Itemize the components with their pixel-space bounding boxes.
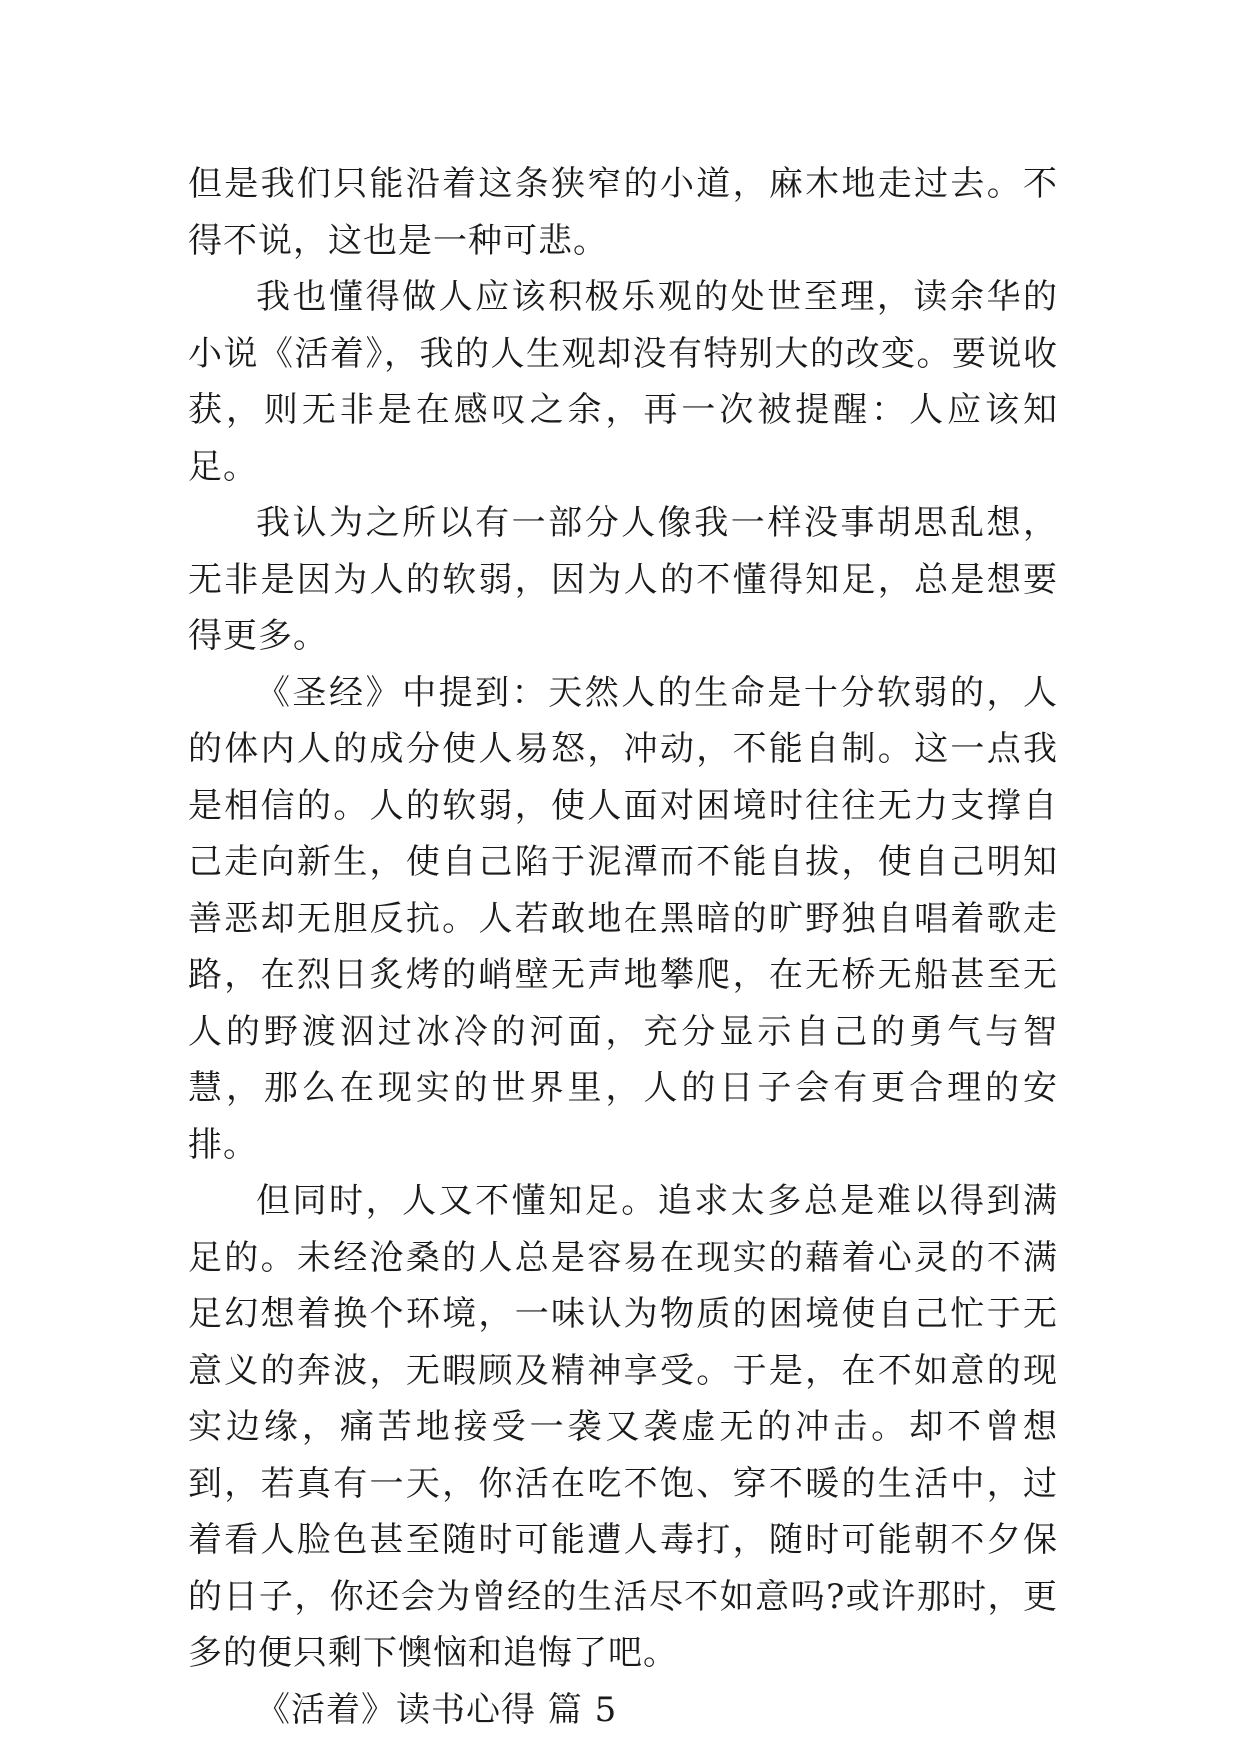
section-heading: 《活着》读书心得 篇 5 — [256, 1689, 618, 1730]
paragraph-5: 但同时，人又不懂知足。追求太多总是难以得到满足的。未经沧桑的人总是容易在现实的藉着心灵的不满足幻想着换个环境，一味认为物质的困境使自己忙于无意义的奔波，无暇顾及精神享受。于是，在不如意的现实边缘，痛苦地接受一袭又袭虚无的冲击。却不曾想到，若真有一天，你活在吃不饱、穿不暖的生活中，过着看人脸色甚至随时可能遭人毒打，随时可能朝不夕保的日子，你还会为曾经的生活尽不如意吗?或许那时，更多的便只剩下懊恼和追悔了吧。 — [188, 1181, 1058, 1673]
paragraph-2: 我也懂得做人应该积极乐观的处世至理，读余华的小说《活着》，我的人生观却没有特别大的改变。要说收获，则无非是在感叹之余，再一次被提醒：人应该知足。 — [188, 277, 1058, 487]
body-text — [188, 156, 1058, 1738]
paragraph-4: 《圣经》中提到：天然人的生命是十分软弱的，人的体内人的成分使人易怒，冲动，不能自制。这一点我是相信的。人的软弱，使人面对困境时往往无力支撑自己走向新生，使自己陷于泥潭而不能自拔，使自己明知善恶却无胆反抗。人若敢地在黑暗的旷野独自唱着歌走路，在烈日炙烤的峭壁无声地攀爬，在无桥无船甚至无人的野渡泅过冰冷的河面，充分显示自己的勇气与智慧，那么在现实的世界里，人的日子会有更合理的安排。 — [188, 672, 1058, 1165]
paragraph-1: 但是我们只能沿着这条狭窄的小道，麻木地走过去。不得不说，这也是一种可悲。 — [188, 164, 1058, 261]
paragraph-3: 我认为之所以有一部分人像我一样没事胡思乱想，无非是因为人的软弱，因为人的不懂得知足，总是想要得更多。 — [188, 503, 1058, 656]
